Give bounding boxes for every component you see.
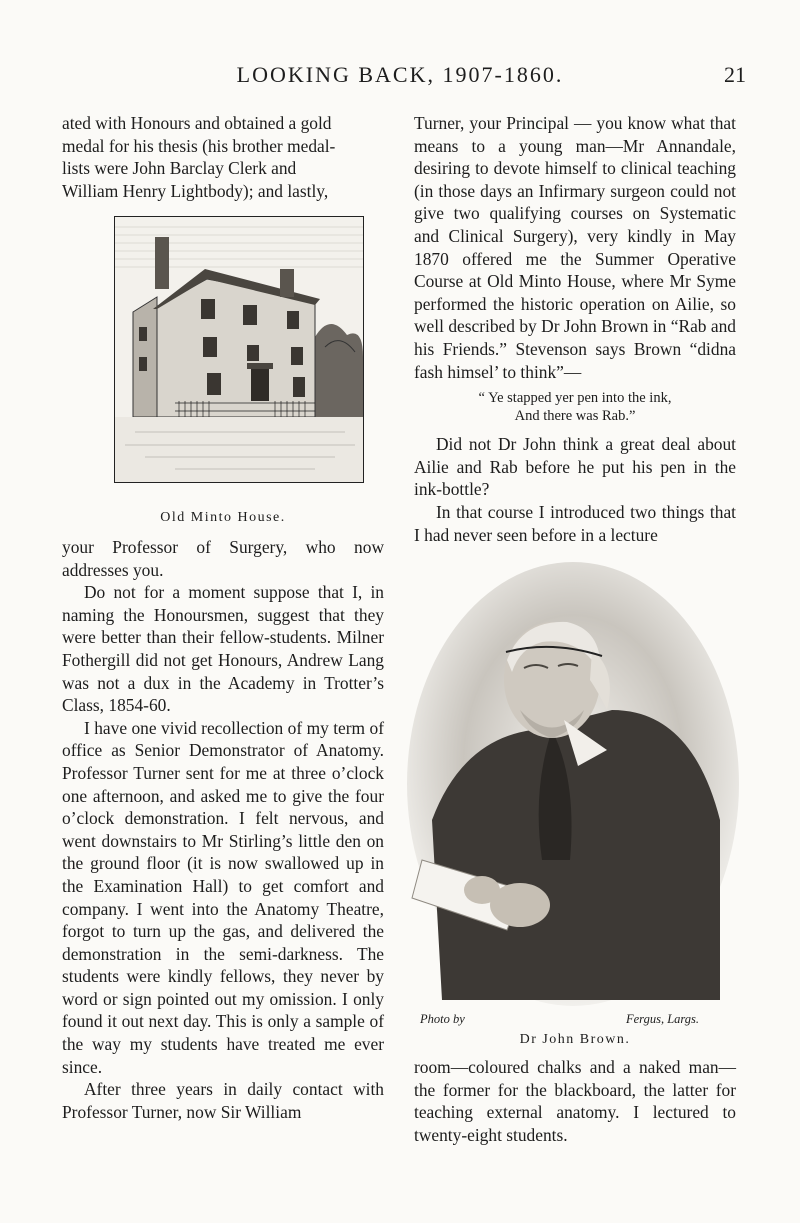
left-column-body (62, 536, 384, 1123)
portrait-illustration (402, 560, 744, 1008)
old-minto-house-engraving (114, 216, 364, 483)
portrait-caption: Dr John Brown. (519, 1032, 631, 1047)
left-column-intro (62, 112, 384, 202)
paragraph: room—coloured chalks and a naked man—the former for the blackboard, the latter for teaching external anatomy. I lectured to twenty-eight students. (414, 1057, 736, 1145)
paragraph: I have one vivid recollection of my term of office as Senior Demonstrator of Anatomy. Professor Turner sent for me at three o’clock one afternoon, and asked me to give the four o’clock demonstration. I felt nervous, and went downstairs to Mr Stirling’s little den on the ground floor (it is now swallowed up in the Examination Hall) to get comfort and company. I went into the Anatomy Theatre, forgot to turn up the gas, and delivered the demonstration in the semi-darkness. The students were kindly fellows, they never by word or sign pointed out my omission. I only found it out next day. This is only a sample of the way my students have treated me ever since. (62, 717, 384, 1077)
quotation (414, 389, 736, 425)
running-title: LOOKING BACK, 1907-1860. (236, 62, 564, 87)
house-illustration (115, 217, 363, 482)
page-number: 21 (724, 62, 746, 87)
paragraph: your Professor of Surgery, who now addresses you. (62, 537, 384, 580)
paragraph: Do not for a moment suppose that I, in naming the Honoursmen, suggest that they were better than their fellow-students. Milner Fothergill did not get Honours, Andrew Lang was not a dux in the Academy in Trotter’s Class, 1854-60. (62, 582, 384, 716)
paragraph: After three years in daily contact with Professor Turner, now Sir William (62, 1079, 384, 1122)
paragraph: In that course I introduced two things that I had never seen before in a lecture (414, 501, 736, 545)
intro-line: lists were John Barclay Clerk and (62, 158, 297, 179)
photo-credit-left: Photo by (420, 1012, 465, 1026)
figure-caption: Old Minto House. (160, 510, 286, 525)
intro-line: medal for his thesis (his brother medal- (62, 135, 336, 156)
john-brown-portrait (402, 560, 744, 1008)
photo-credit-right: Fergus, Largs. (626, 1012, 700, 1026)
paragraph: Turner, your Principal — you know what that means to a young man—Mr Annandale, desiring to devote himself to clinical teaching (in those days an Infirmary surgeon could not give two qualifying courses on Systematic and Clinical Surgery), very kindly in May 1870 offered me the Summer Operative Course at Old Minto House, where Mr Syme performed the historic operation on Ailie, so well described by Dr John Brown in “Rab and his Friends.” Stevenson says Brown “didna fash himsel’ to think”— (414, 113, 736, 382)
paragraph: Did not Dr John think a great deal about Ailie and Rab before he put his pen in the ink-bottle? (414, 434, 736, 500)
quote-line: And there was Rab.” (514, 408, 636, 425)
intro-line: ated with Honours and obtained a gold (62, 113, 332, 133)
right-column-body (414, 112, 736, 546)
page-header (0, 62, 800, 92)
right-column-closing (414, 1056, 736, 1146)
intro-line: William Henry Lightbody); and lastly, (62, 180, 329, 201)
quote-line: “ Ye stapped yer pen into the ink, (478, 390, 672, 407)
